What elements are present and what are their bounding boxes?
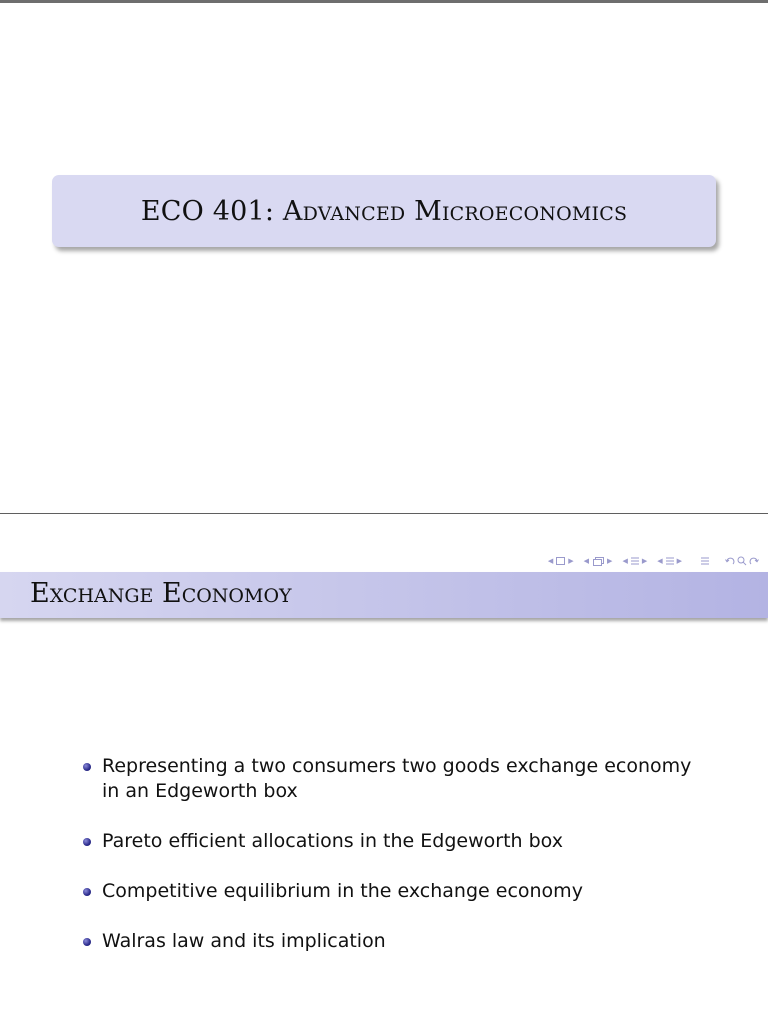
list-item [82,829,702,854]
back-icon[interactable] [724,554,736,568]
frame-title: Exchange Economoy [30,578,292,609]
beamer-navigation-bar [546,554,760,568]
title-box [52,175,716,247]
prev-section-icon[interactable]: ◀ [657,557,663,565]
frame-icon[interactable] [591,554,605,568]
bullet-text: Walras law and its implication [102,930,386,952]
prev-subsection-icon[interactable]: ◀ [622,557,628,565]
next-slide-icon[interactable]: ▶ [568,557,574,565]
presentation-title: ECO 401: Advanced Microeconomics [140,195,628,227]
search-nav-group [724,554,760,568]
list-item [82,879,702,904]
section-nav-group [655,554,684,568]
bullet-icon [83,763,91,771]
subsection-nav-group [620,554,649,568]
section-icon[interactable] [665,554,675,568]
content-slide [0,514,768,1024]
bullet-text: Competitive equilibrium in the exchange economy [102,880,583,902]
frame-nav-group [582,554,615,568]
bullet-icon [83,838,91,846]
next-section-icon[interactable]: ▶ [676,557,682,565]
list-item [82,754,702,804]
toc-icon[interactable] [700,554,710,568]
frame-title-bar [0,572,768,618]
bullet-list [82,754,702,979]
next-frame-icon[interactable]: ▶ [607,557,613,565]
title-slide [0,3,768,513]
bullet-text: Pareto efficient allocations in the Edgeworth box [102,830,563,852]
slide-nav-group [546,554,576,568]
subsection-icon[interactable] [630,554,640,568]
forward-icon[interactable] [748,554,760,568]
bullet-icon [83,888,91,896]
toc-nav-group [700,554,710,568]
bullet-text: Representing a two consumers two goods exchange economy in an Edgeworth box [102,755,692,802]
next-subsection-icon[interactable]: ▶ [641,557,648,565]
search-icon[interactable] [736,554,748,568]
prev-frame-icon[interactable]: ◀ [583,557,590,565]
bullet-icon [83,938,91,946]
prev-slide-icon[interactable]: ◀ [547,557,554,565]
list-item [82,929,702,954]
slide-icon[interactable] [555,554,566,568]
